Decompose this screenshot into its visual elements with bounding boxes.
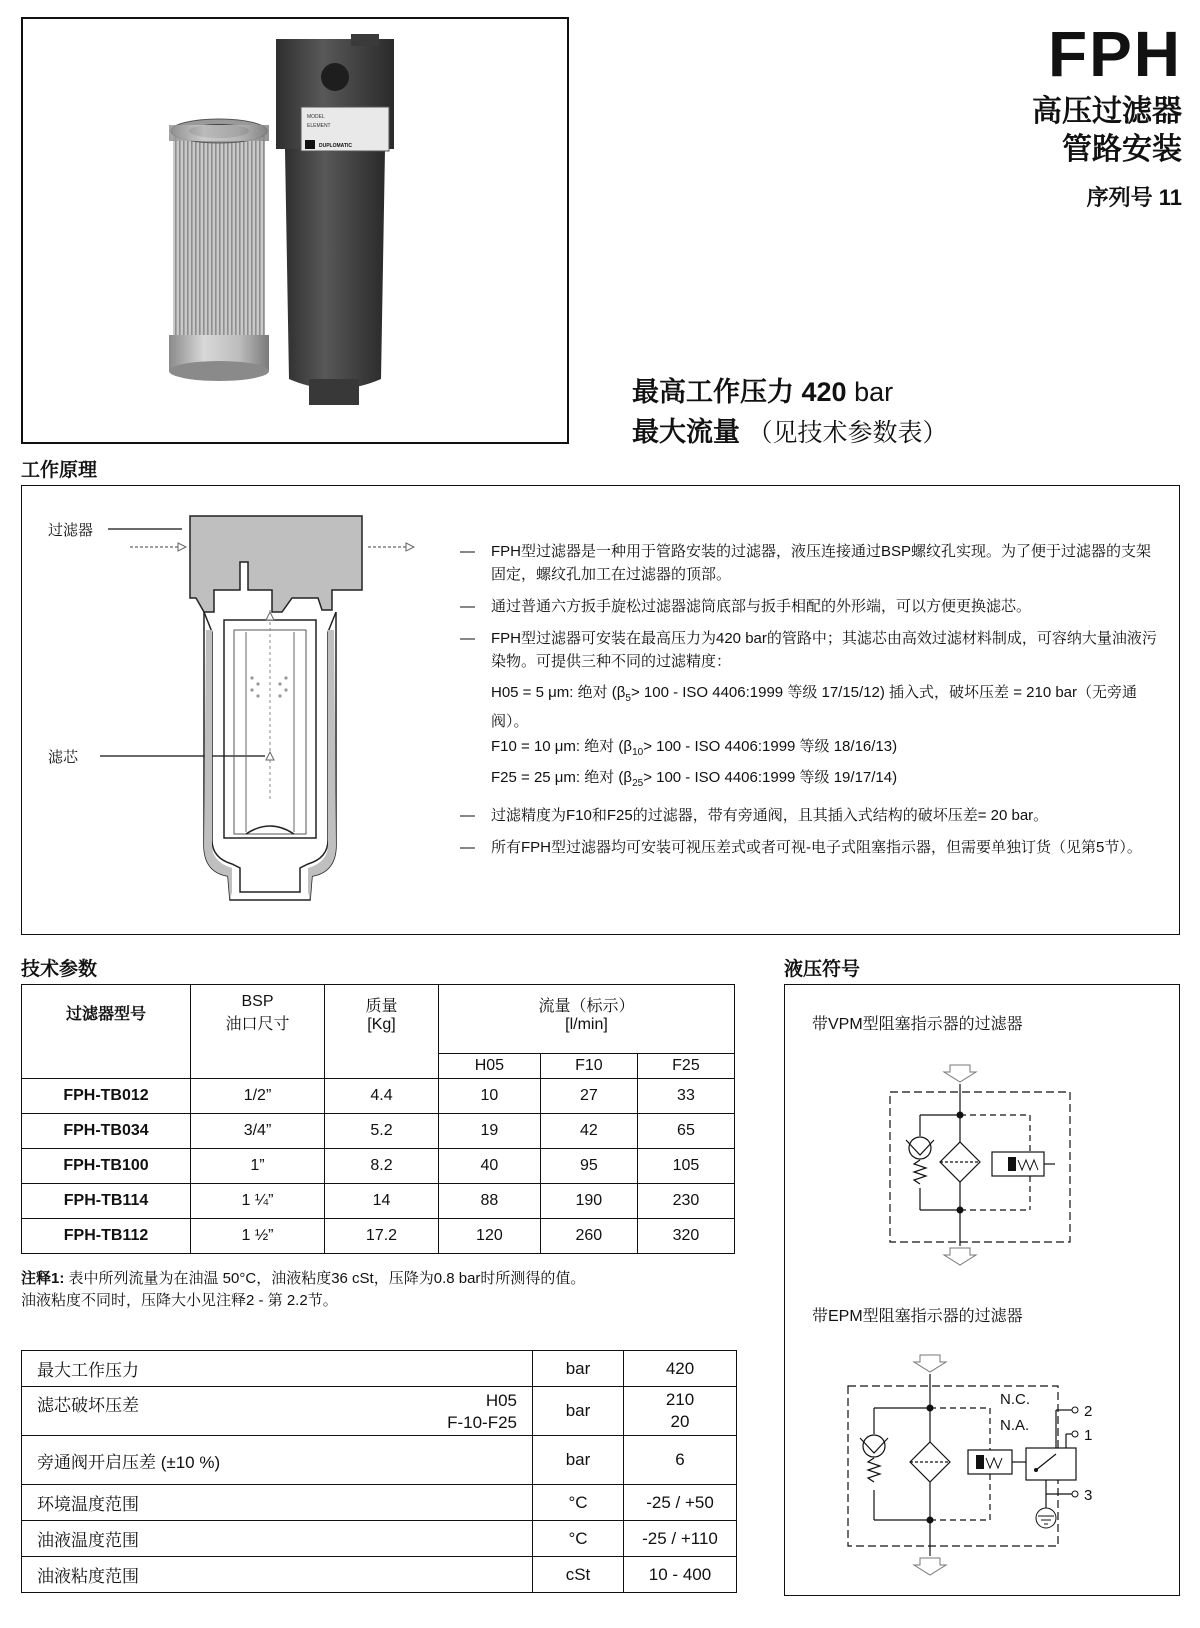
note-label: 注释1:: [21, 1270, 65, 1287]
max-pressure-headline: [632, 370, 893, 409]
label-filter: 过滤器: [48, 522, 94, 539]
photo-brand: DUPLOMATIC: [319, 143, 352, 149]
filter-housing-photo: [276, 34, 394, 405]
max-pressure-unit: bar: [854, 377, 894, 407]
spec-table: [21, 984, 735, 1254]
col-bsp: BSP 油口尺寸: [191, 985, 325, 1079]
filter-section-diagram: [100, 500, 440, 920]
note-line-1: 表中所列流量为在油温 50°C，油液粘度36 cSt，压降为0.8 bar时所测得的值。: [64, 1270, 586, 1287]
pin-2: 2: [1084, 1403, 1093, 1420]
photo-label-element: ELEMENT: [307, 123, 331, 129]
col-mass: 质量 [Kg]: [325, 985, 439, 1079]
max-flow-note: （见技术参数表）: [747, 419, 948, 447]
col-f25: F25: [637, 1054, 734, 1079]
photo-label-model: MODEL: [307, 114, 325, 120]
product-photo: [21, 17, 569, 444]
params-table: [21, 1350, 737, 1593]
table-row: 油液温度范围 °C -25 / +110: [22, 1521, 737, 1557]
grade-h05: H05 = 5 μm: 绝对 ($\beta_5> 100$ - ISO 4406:1999 等级 17/15/12) 插入式，破坏压差 = 210 bar（无旁通阀）。: [491, 684, 1138, 730]
max-flow-headline: [632, 410, 948, 449]
principle-bullet: — FPH型过滤器是一种用于管路安装的过滤器，液压连接通过BSP螺纹孔实现。为了便于过滤器的支架固定，螺纹孔加工在过滤器的顶部。: [460, 543, 1152, 583]
col-flow: 流量（标示） [l/min]: [439, 985, 735, 1054]
table-row: FPH-TB114 1 ¼” 14 88 190 230: [22, 1184, 735, 1219]
table-row: FPH-TB112 1 ½” 17.2 120 260 320: [22, 1219, 735, 1254]
table-row: FPH-TB100 1” 8.2 40 95 105: [22, 1149, 735, 1184]
vpm-symbol: [880, 1060, 1080, 1270]
tech-heading: 技术参数: [21, 959, 98, 980]
grade-f10: F10 = 10 μm: 绝对 ($\beta_{10}> 100$ - ISO 4406:1999 等级 18/16/13): [491, 738, 898, 758]
note-line-2: 油液粘度不同时，压降大小见注释2 - 第 2.2节。: [21, 1292, 338, 1309]
pin-1: 1: [1084, 1427, 1093, 1444]
epm-symbol: [840, 1350, 1140, 1585]
principle-bullets: [460, 540, 1160, 868]
title-line-2: 管路安装: [1062, 133, 1182, 166]
label-na: N.A.: [1000, 1417, 1030, 1434]
series-number: 序列号 11: [1086, 185, 1182, 210]
symbols-heading: 液压符号: [784, 959, 861, 980]
col-f10: F10: [540, 1054, 637, 1079]
col-h05: H05: [439, 1054, 541, 1079]
table-row: 滤芯破坏压差 H05 F-10-F25 bar 210 20: [22, 1387, 737, 1436]
max-flow-label: 最大流量: [632, 417, 740, 447]
max-pressure-value: 420: [801, 377, 847, 407]
col-model: 过滤器型号: [22, 985, 191, 1079]
table-row: 油液粘度范围 cSt 10 - 400: [22, 1557, 737, 1593]
title-line-1: 高压过滤器: [1032, 95, 1182, 128]
flow-note: [21, 1268, 741, 1312]
principle-heading: 工作原理: [21, 460, 98, 481]
label-nc: N.C.: [1000, 1391, 1030, 1408]
table-row: FPH-TB034 3/4” 5.2 19 42 65: [22, 1114, 735, 1149]
principle-bullet: — FPH型过滤器可安装在最高压力为420 bar的管路中；其滤芯由高效过滤材料制成，可容纳大量油液污染物。可提供三种不同的过滤精度： H05 = 5 μm: 绝对 ($\beta_5> 100$ - ISO 4406:1999 等级 17/15/12) 插入式，破坏压差 = 210 bar（无旁通阀）。 F10 = 10 μm: 绝对 ($\beta_{10}> 100$ - ISO 4406:1999 等级 18/16/13) F25 = 25 μm: 绝对 ($\beta_{25}> 100$ - ISO 4406:1999 等级 19/17/14): [460, 627, 1160, 795]
grade-f25: F25 = 25 μm: 绝对 ($\beta_{25}> 100$ - ISO 4406:1999 等级 19/17/14): [491, 769, 898, 789]
product-photo-illustration: [23, 19, 567, 442]
principle-bullet: — 过滤精度为F10和F25的过滤器，带有旁通阀，且其插入式结构的破坏压差= 20 bar。: [460, 807, 1049, 824]
table-row: FPH-TB012 1/2” 4.4 10 27 33: [22, 1079, 735, 1114]
max-pressure-label: 最高工作压力: [632, 377, 794, 407]
table-row: 最大工作压力 bar 420: [22, 1351, 737, 1387]
label-element: 滤芯: [48, 749, 79, 766]
vpm-title: 带VPM型阻塞指示器的过滤器: [812, 1016, 1023, 1033]
principle-bullet: — 通过普通六方扳手旋松过滤器滤筒底部与扳手相配的外形端，可以方便更换滤芯。: [460, 598, 1032, 615]
principle-bullet: — 所有FPH型过滤器均可安装可视压差式或者可视-电子式阻塞指示器，但需要单独订货（见第5节）。: [460, 839, 1142, 856]
product-code: FPH: [1048, 18, 1182, 90]
pin-3: 3: [1084, 1487, 1093, 1504]
table-row: 旁通阀开启压差 (±10 %) bar 6: [22, 1436, 737, 1485]
epm-title: 带EPM型阻塞指示器的过滤器: [812, 1308, 1023, 1325]
filter-element-photo: [169, 119, 269, 381]
table-row: 环境温度范围 °C -25 / +50: [22, 1485, 737, 1521]
spec-header-row: [22, 985, 735, 1054]
